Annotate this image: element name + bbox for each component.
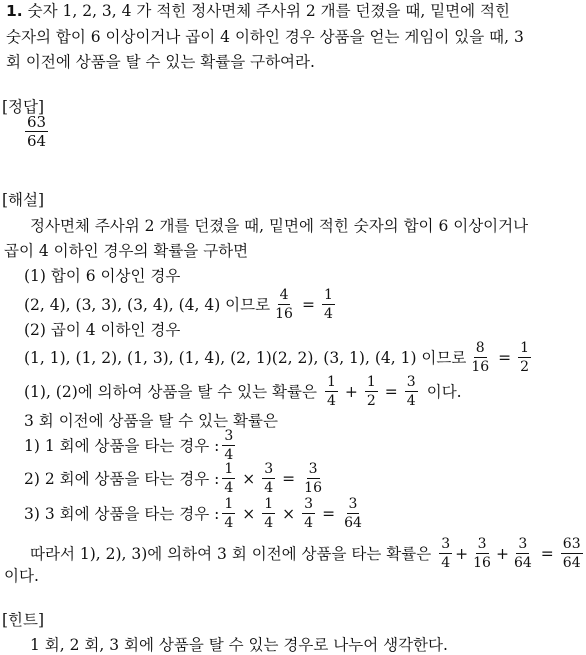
case1-f1-num: 4 [279,287,289,303]
question-line-1 [6,1,510,21]
explanation-intro-2: 곱이 4 이하인 경우의 확률을 구하면 [4,242,249,260]
explanation-label: [해설] [2,191,45,209]
combine-c-num: 3 [406,374,416,390]
question-line-2: 숫자의 합이 6 이상이거나 곱이 4 이하인 경우 상품을 얻는 게임이 있을 때, 3 [6,28,524,46]
before3-text: 3 회 이전에 상품을 탈 수 있는 확률은 [24,412,278,430]
times-sign: × [242,504,256,523]
final-text: 따라서 1), 2), 3)에 의하여 3 회 이전에 상품을 타는 확률은 [30,544,432,563]
final-line [30,536,586,571]
step3-b-num: 1 [264,496,274,512]
final-a-den: 4 [441,555,451,571]
case1-line [24,287,338,322]
final-r-num: 63 [562,536,581,552]
case2-title: (2) 곱이 4 이하인 경우 [24,321,181,339]
step3-a-den: 4 [224,515,234,531]
plus-sign: + [495,544,509,563]
step1-num: 3 [224,428,234,444]
equals-sign: = [540,544,554,563]
plus-sign: + [344,382,358,401]
case1-pairs: (2, 4), (3, 3), (3, 4), (4, 4) 이므로 [24,295,271,314]
equals-sign: = [301,295,315,314]
combine-c-den: 4 [406,393,416,409]
combine-a-den: 4 [326,393,336,409]
step2-a-den: 4 [224,480,234,496]
step3-a-num: 1 [224,496,234,512]
step2-b-num: 3 [264,461,274,477]
final-r-den: 64 [562,555,581,571]
answer-fraction [22,114,51,149]
final-c-den: 64 [513,555,532,571]
combine-line [24,374,462,409]
hint-text: 1 회, 2 회, 3 회에 상품을 탈 수 있는 경우로 나누어 생각한다. [30,636,448,654]
times-sign: × [242,469,256,488]
equals-sign: = [282,469,296,488]
combine-b-num: 1 [366,374,376,390]
step1-text: 1) 1 회에 상품을 타는 경우 : [24,436,220,455]
step3-line [24,496,367,531]
combine-end: 이다. [426,382,462,401]
step2-r-den: 16 [304,480,322,496]
times-sign: × [282,504,296,523]
question-text-1: 숫자 1, 2, 3, 4 가 적힌 정사면체 주사위 2 개를 던졌을 때, 밑면에 적힌 [27,2,510,20]
equals-sign: = [384,382,398,401]
combine-b-den: 2 [366,393,376,409]
step2-a-num: 1 [224,461,234,477]
step2-r-num: 3 [308,461,318,477]
step3-c-num: 3 [304,496,314,512]
final-b-den: 16 [473,555,491,571]
case2-f2-num: 1 [520,340,530,356]
case2-f1-den: 16 [471,359,490,375]
final-b-num: 3 [477,536,487,552]
final-c-num: 3 [518,536,528,552]
question-line-3: 회 이전에 상품을 탈 수 있는 확률을 구하여라. [6,53,315,71]
case1-f2-num: 1 [323,287,333,303]
equals-sign: = [498,348,512,367]
step2-text: 2) 2 회에 상품을 타는 경우 : [24,469,220,488]
final-end: 이다. [4,567,39,585]
final-a-num: 3 [441,536,451,552]
step2-line [24,461,327,496]
case2-line [24,340,534,375]
case1-f1-den: 16 [275,306,293,322]
case2-pairs: (1, 1), (1, 2), (1, 3), (1, 4), (2, 1)(2, 2), (3, 1), (4, 1) 이므로 [24,348,467,367]
equals-sign: = [322,504,336,523]
explanation-intro-1: 정사면체 주사위 2 개를 던졌을 때, 밑면에 적힌 숫자의 합이 6 이상이거나 [30,217,529,235]
combine-a-num: 1 [326,374,336,390]
step1-den: 4 [224,447,234,463]
combine-text: (1), (2)에 의하여 상품을 탈 수 있는 확률은 [24,382,317,401]
plus-sign: + [455,544,469,563]
question-number: 1. [6,2,23,20]
step3-b-den: 4 [264,515,274,531]
answer-denominator: 64 [27,132,47,150]
case1-title: (1) 합이 6 이상인 경우 [24,267,181,285]
step3-r-num: 3 [348,496,358,512]
step3-r-den: 64 [344,515,362,531]
case2-f2-den: 2 [520,359,530,375]
hint-label: [힌트] [2,611,45,629]
case2-f1-num: 8 [475,340,485,356]
step2-b-den: 4 [264,480,274,496]
case1-f2-den: 4 [323,306,333,322]
step3-text: 3) 3 회에 상품을 타는 경우 : [24,504,220,523]
step1-line [24,428,238,463]
step3-c-den: 4 [304,515,314,531]
answer-label: [정답] [2,98,45,116]
answer-numerator: 63 [27,113,47,131]
